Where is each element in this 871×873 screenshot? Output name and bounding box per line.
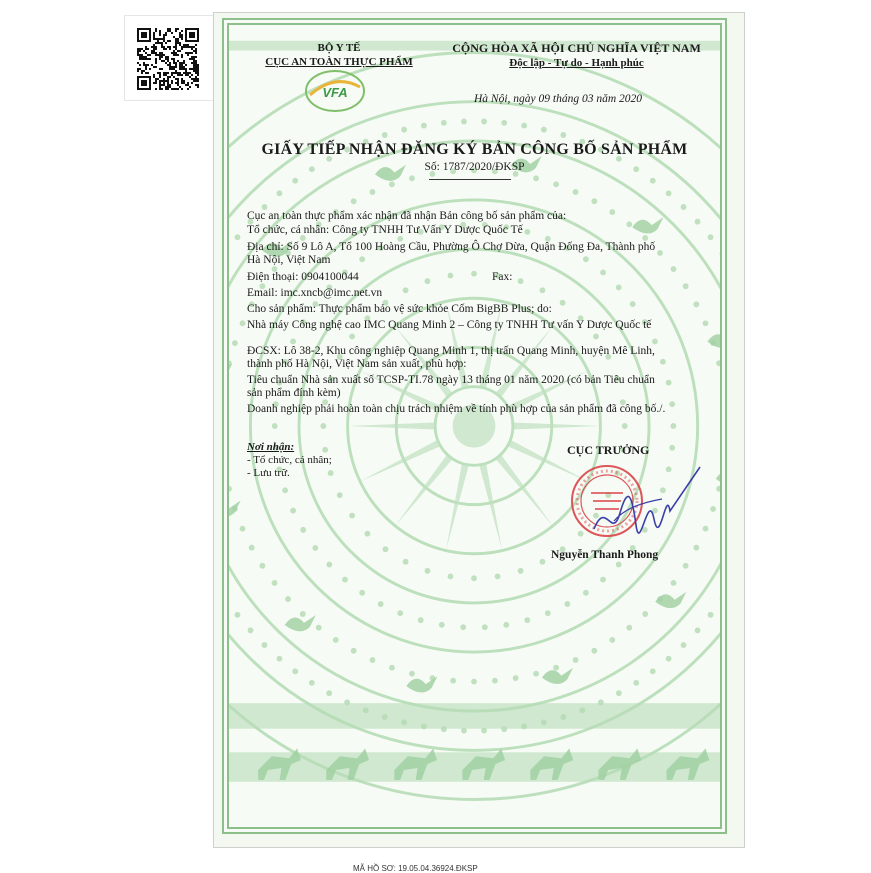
body-line: thành phố Hà Nội, Việt Nam sản xuất, phù hợp: [247, 358, 467, 371]
body-line: Doanh nghiệp phải hoàn toàn chịu trách nhiệm về tính phù hợp của sản phẩm đã công bố./. [247, 403, 665, 416]
body-line: Địa chỉ: Số 9 Lô A, Tổ 100 Hoàng Cầu, Phường Ô Chợ Dừa, Quận Đống Đa, Thành phố [247, 241, 655, 254]
signer-title: CỤC TRƯỞNG [567, 443, 649, 458]
body-line: Tiêu chuẩn Nhà sản xuất số TCSP-TI.78 ngày 13 tháng 01 năm 2020 (có bản Tiêu chuẩn [247, 374, 655, 387]
file-code-footer: MÃ HỒ SƠ: 19.05.04.36924.ĐKSP [353, 864, 478, 873]
body-line: Nhà máy Công nghệ cao IMC Quang Minh 2 – Công ty TNHH Tư vấn Y Dược Quốc tế [247, 319, 651, 332]
national-motto: Độc lập - Tự do - Hạnh phúc [434, 56, 719, 71]
title-divider [429, 179, 511, 180]
document-number: Số: 1787/2020/ĐKSP [229, 161, 720, 173]
body-line: Cục an toàn thực phẩm xác nhận đã nhận Bản công bố sản phẩm của: [247, 210, 566, 223]
country-name: CỘNG HÒA XÃ HỘI CHỦ NGHĨA VIỆT NAM [434, 41, 719, 56]
recipient-item: - Lưu trữ. [247, 467, 332, 480]
body-line: Hà Nội, Việt Nam [247, 254, 330, 267]
body-line: ĐCSX: Lô 38-2, Khu công nghiệp Quang Minh 1, thị trấn Quang Minh, huyện Mê Linh, [247, 345, 655, 358]
document-page [213, 12, 745, 848]
body-line: Email: imc.xncb@imc.net.vn [247, 287, 382, 300]
signer-name: Nguyễn Thanh Phong [551, 549, 658, 561]
certificate-frame [222, 18, 727, 834]
body-line: sản phẩm đính kèm) [247, 387, 341, 400]
vfa-logo-text: VFA [322, 85, 347, 100]
issuer-header [249, 41, 429, 69]
body-line: Điện thoại: 0904100044 [247, 271, 359, 284]
qr-code-icon [137, 28, 199, 90]
body-line: Cho sản phẩm: Thực phẩm bảo vệ sức khỏe Cốm BigBB Plus; do: [247, 303, 552, 316]
recipients-block [247, 441, 332, 480]
qr-code-panel [124, 15, 214, 101]
body-line: Tổ chức, cá nhân: Công ty TNHH Tư Vấn Y Dược Quốc Tế [247, 224, 523, 237]
vfa-logo-icon [304, 69, 366, 113]
agency-name: CỤC AN TOÀN THỰC PHẨM [249, 55, 429, 69]
issue-date: Hà Nội, ngày 09 tháng 03 năm 2020 [474, 93, 642, 105]
recipients-label: Nơi nhận: [247, 441, 332, 454]
national-header [434, 41, 719, 71]
recipient-item: - Tổ chức, cá nhân; [247, 454, 332, 467]
document-title: GIẤY TIẾP NHẬN ĐĂNG KÝ BẢN CÔNG BỐ SẢN PHẨM [229, 141, 720, 159]
fax-label: Fax: [492, 271, 512, 284]
ministry-name: BỘ Y TẾ [249, 41, 429, 55]
handwritten-signature-icon [584, 459, 704, 549]
